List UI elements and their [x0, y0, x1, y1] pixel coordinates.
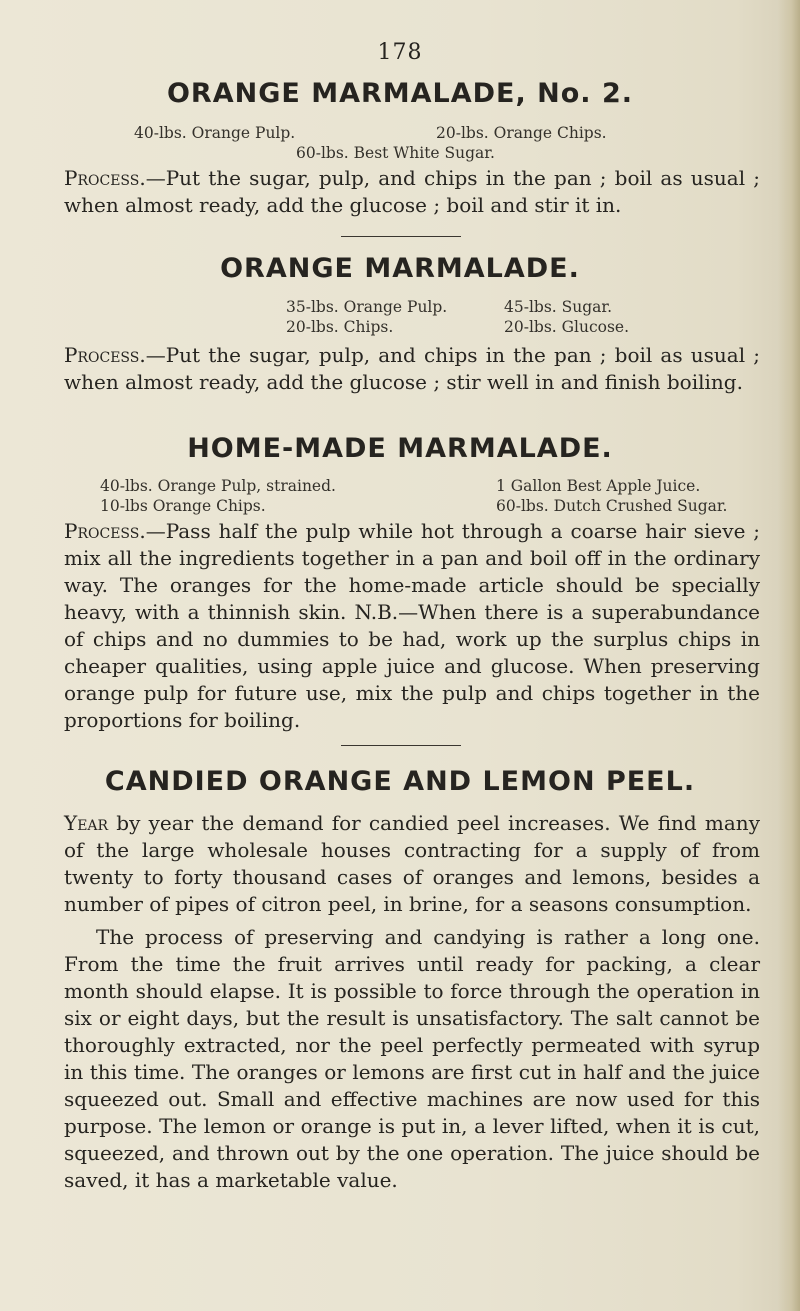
ingredient: 20-lbs. Orange Chips. — [436, 124, 607, 142]
process-text: —Put the sugar, pulp, and chips in the pan ; boil as usual ; when almost ready, add the glucose ; stir well in and finish boiling. — [64, 343, 760, 394]
section-heading-marmalade-no2: ORANGE MARMALADE, No. 2. — [166, 78, 634, 109]
ingredient-line — [496, 477, 700, 495]
section-divider — [341, 745, 461, 746]
ingredient: 35-lbs. Orange Pulp. — [286, 298, 448, 316]
process-paragraph — [64, 518, 760, 734]
paragraph-lead: Year — [64, 811, 109, 835]
ingredient: 1 Gallon Best Apple Juice. — [496, 477, 701, 495]
process-lead: Process. — [64, 166, 146, 190]
ingredient: 20-lbs. Glucose. — [504, 318, 630, 336]
ingredient-line — [100, 497, 266, 515]
process-text: —Pass half the pulp while hot through a coarse hair sieve ; mix all the ingredients together in a pan and boil off in the ordinary way. The oranges for the home-made article should be specially heavy, with a thinnish skin. N.B.—When there is a superabundance of chips and no dummies to be had, work up the surplus chips in cheaper qualities, using apple juice and glucose. When preserving orange pulp for future use, mix the pulp and chips together in the proportions for boiling. — [64, 519, 760, 732]
ingredient: 20-lbs. Chips. — [286, 318, 394, 336]
ingredient: 10-lbs Orange Chips. — [100, 497, 266, 515]
section-heading-candied-peel: CANDIED ORANGE AND LEMON PEEL. — [104, 766, 696, 797]
ingredient-line — [496, 497, 728, 515]
section-divider — [341, 236, 461, 237]
page-number: 178 — [377, 40, 423, 65]
ingredient-line — [436, 124, 607, 142]
ingredient: 40-lbs. Orange Pulp, strained. — [100, 477, 336, 495]
section-heading-home-made-marmalade: HOME-MADE MARMALADE. — [187, 433, 613, 464]
ingredient: 60-lbs. Best White Sugar. — [296, 144, 495, 162]
ingredient-line — [286, 318, 393, 336]
ingredient-line — [134, 124, 295, 142]
ingredient-line — [296, 144, 495, 162]
ingredient: 45-lbs. Sugar. — [504, 298, 613, 316]
ingredient: 40-lbs. Orange Pulp. — [134, 124, 296, 142]
body-paragraph — [64, 810, 760, 918]
process-lead: Process. — [64, 343, 146, 367]
ingredient-line — [100, 477, 336, 495]
ingredient-line — [504, 318, 629, 336]
body-paragraph — [64, 924, 760, 1194]
process-paragraph — [64, 165, 760, 219]
section-heading-orange-marmalade: ORANGE MARMALADE. — [220, 253, 580, 284]
ingredient-line — [504, 298, 612, 316]
ingredient: 60-lbs. Dutch Crushed Sugar. — [496, 497, 728, 515]
process-text: —Put the sugar, pulp, and chips in the pan ; boil as usual ; when almost ready, add the glucose ; boil and stir it in. — [64, 166, 760, 217]
paragraph-text: The process of preserving and candying is rather a long one. From the time the fruit arrives until ready for packing, a clear month should elapse. It is possible to force through the operation in six or eight days, but the result is unsatisfactory. The salt cannot be thoroughly extracted, nor the peel perfectly permeated with syrup in this time. The oranges or lemons are first cut in half and the juice squeezed out. Small and effective machines are now used for this purpose. The lemon or orange is put in, a lever lifted, when it is cut, squeezed, and thrown out by the one operation. The juice should be saved, it has a marketable value. — [64, 925, 760, 1192]
process-paragraph — [64, 342, 760, 396]
paragraph-text: by year the demand for candied peel increases. We find many of the large wholesale houses contracting for a supply of from twenty to forty thousand cases of oranges and lemons, besides a number of pipes of citron peel, in brine, for a seasons consumption. — [64, 811, 760, 916]
ingredient-line — [286, 298, 447, 316]
page-edge-shadow — [778, 0, 800, 1311]
process-lead: Process. — [64, 519, 146, 543]
